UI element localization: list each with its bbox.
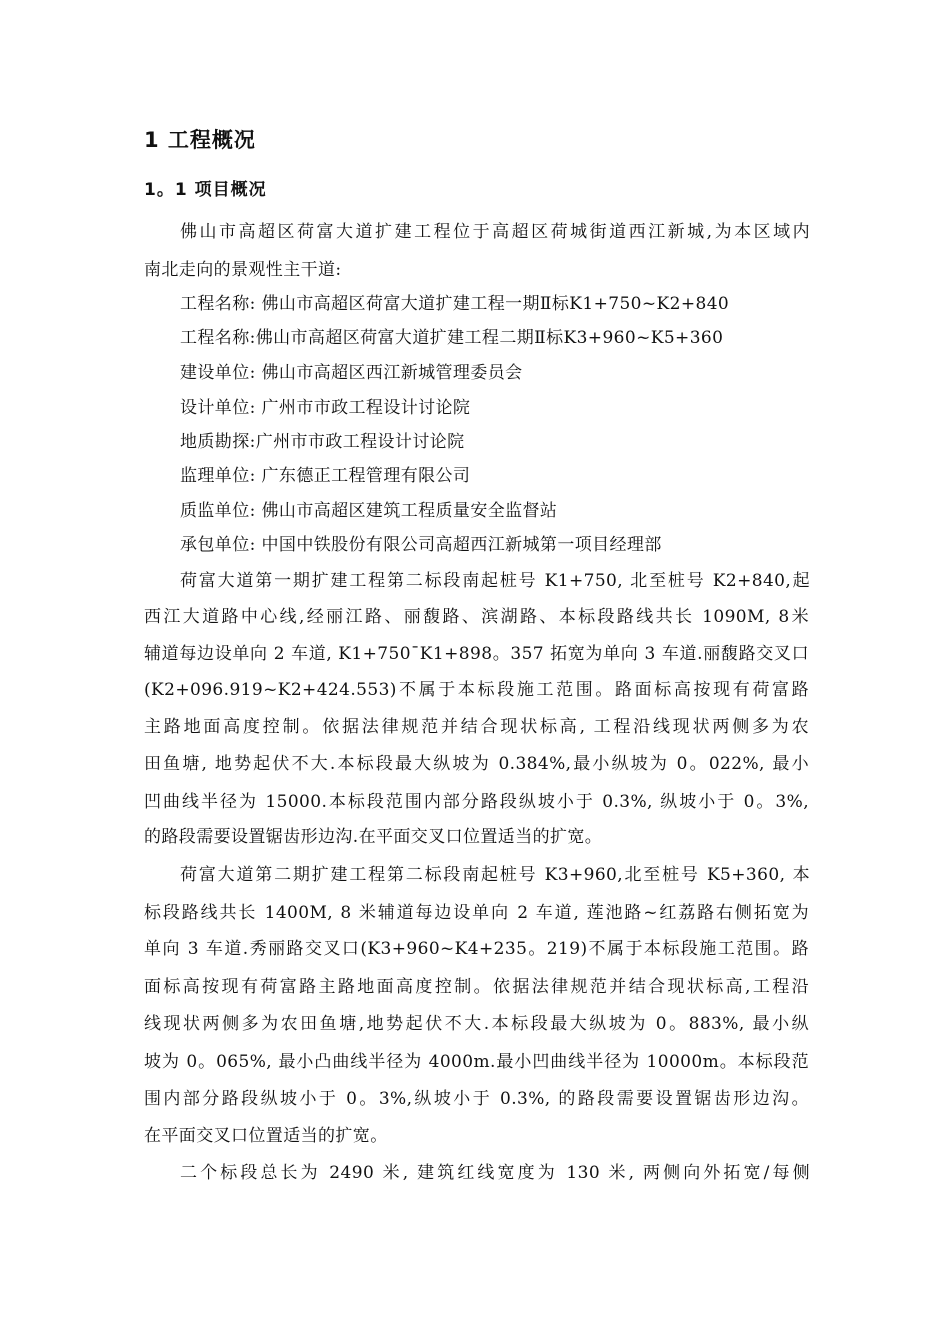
paragraph-line: 在平面交叉口位置适当的扩宽。	[144, 1126, 388, 1146]
info-line: 设计单位: 广州市市政工程设计讨论院	[180, 398, 471, 418]
paragraph-line: 围内部分路段纵坡小于 0。3%,纵坡小于 0.3%, 的路段需要设置锯齿形边沟。	[144, 1089, 809, 1109]
paragraph-line: 单向 3 车道.秀丽路交叉口(K3+960~K4+235。219)不属于本标段施工范围。路	[144, 939, 809, 959]
paragraph-line: 的路段需要设置锯齿形边沟.在平面交叉口位置适当的扩宽。	[144, 827, 603, 847]
subsection-heading: 1。1 项目概况	[144, 180, 267, 200]
paragraph-line: (K2+096.919~K2+424.553)不属于本标段施工范围。路面标高按现有荷富路	[144, 680, 809, 700]
paragraph-line: 田鱼塘, 地势起伏不大.本标段最大纵坡为 0.384%,最小纵坡为 0。022%, 最小	[144, 754, 809, 774]
info-line: 工程名称:佛山市高超区荷富大道扩建工程二期Ⅱ标K3+960~K5+360	[180, 328, 724, 348]
paragraph-line: 南北走向的景观性主干道:	[144, 260, 342, 280]
paragraph-line: 二个标段总长为 2490 米, 建筑红线宽度为 130 米, 两侧向外拓宽/每侧	[180, 1163, 810, 1183]
info-line: 承包单位: 中国中铁股份有限公司高超西江新城第一项目经理部	[180, 535, 662, 555]
section-heading: 1 工程概况	[144, 128, 256, 152]
paragraph-line: 坡为 0。065%, 最小凸曲线半径为 4000m.最小凹曲线半径为 10000m。本标段范	[144, 1052, 809, 1072]
paragraph-line: 面标高按现有荷富路主路地面高度控制。依据法律规范并结合现状标高,工程沿	[144, 977, 809, 997]
paragraph-line: 西江大道路中心线,经丽江路、丽馥路、滨湖路、本标段路线共长 1090M, 8米	[144, 607, 809, 627]
info-line: 监理单位: 广东德正工程管理有限公司	[180, 466, 471, 486]
paragraph-line: 辅道每边设单向 2 车道, K1+750¯K1+898。357 拓宽为单向 3 车道.丽馥路交叉口	[144, 644, 809, 664]
paragraph-line: 凹曲线半径为 15000.本标段范围内部分路段纵坡小于 0.3%, 纵坡小于 0。3%,	[144, 792, 809, 812]
info-line: 工程名称: 佛山市高超区荷富大道扩建工程一期Ⅱ标K1+750~K2+840	[180, 294, 730, 314]
paragraph-line: 标段路线共长 1400M, 8 米辅道每边设单向 2 车道, 莲池路~红荔路右侧拓宽为	[144, 903, 809, 923]
info-line: 建设单位: 佛山市高超区西江新城管理委员会	[180, 363, 523, 383]
info-line: 质监单位: 佛山市高超区建筑工程质量安全监督站	[180, 501, 558, 521]
paragraph-line: 线现状两侧多为农田鱼塘,地势起伏不大.本标段最大纵坡为 0。883%, 最小纵	[144, 1014, 809, 1034]
info-line: 地质勘探:广州市市政工程设计讨论院	[180, 432, 465, 452]
paragraph-line: 荷富大道第一期扩建工程第二标段南起桩号 K1+750, 北至桩号 K2+840,起	[180, 571, 810, 591]
paragraph-line: 佛山市高超区荷富大道扩建工程位于高超区荷城街道西江新城,为本区域内	[180, 222, 810, 242]
paragraph-line: 荷富大道第二期扩建工程第二标段南起桩号 K3+960,北至桩号 K5+360, 本	[180, 865, 810, 885]
paragraph-line: 主路地面高度控制。依据法律规范并结合现状标高, 工程沿线现状两侧多为农	[144, 717, 809, 737]
